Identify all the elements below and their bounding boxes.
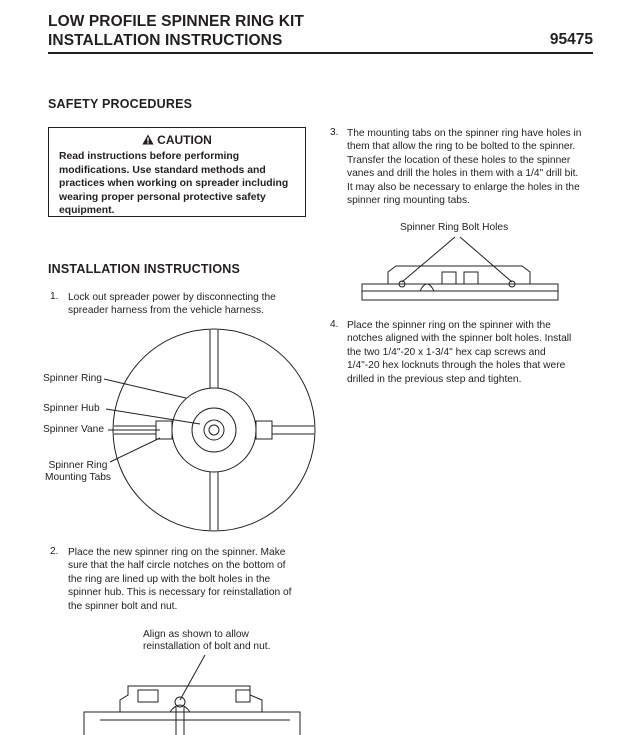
label-spinner-ring: Spinner Ring	[43, 373, 102, 384]
step-line: sure that the half circle notches on the bottom of	[68, 560, 286, 572]
caution-line: Read instructions before performing	[59, 151, 240, 162]
step-1-number: 1.	[50, 291, 59, 302]
bolt-holes-caption: Spinner Ring Bolt Holes	[400, 222, 509, 233]
step-line: Lock out spreader power by disconnecting the	[68, 292, 276, 303]
step-line: 1/4"-20 hex locknuts through the holes that were	[347, 360, 566, 372]
document-title-line-2: INSTALLATION INSTRUCTIONS	[48, 32, 283, 49]
installation-heading: INSTALLATION INSTRUCTIONS	[48, 262, 241, 276]
step-line: spinner hub. This is necessary for reinstallation of	[68, 587, 292, 599]
step-line: Transfer the location of these holes to the spinner	[347, 154, 571, 166]
caption-line: reinstallation of bolt and nut.	[143, 641, 271, 652]
step-3-number: 3.	[330, 127, 339, 138]
caution-title: CAUTION	[157, 133, 212, 147]
step-line: the two 1/4"-20 x 1-3/4" hex cap screws and	[347, 346, 546, 358]
safety-heading: SAFETY PROCEDURES	[48, 97, 193, 111]
label-spinner-hub: Spinner Hub	[43, 403, 100, 414]
label-line: Mounting Tabs	[44, 472, 112, 483]
step-line: Place the new spinner ring on the spinner. Make	[68, 547, 286, 558]
step-line: The mounting tabs on the spinner ring have holes in	[347, 128, 582, 139]
step-line: Place the spinner ring on the spinner with the	[347, 320, 551, 331]
step-2-number: 2.	[50, 546, 59, 557]
document-title-line-1: LOW PROFILE SPINNER RING KIT	[48, 13, 304, 30]
caution-line: wearing proper personal protective safety	[59, 191, 266, 203]
caution-line: equipment.	[59, 205, 115, 216]
step-line: spinner ring mounting tabs.	[347, 195, 470, 207]
step-line: notches aligned with the spinner bolt holes. Install	[347, 333, 572, 345]
label-spinner-vane: Spinner Vane	[43, 424, 104, 435]
document-number: 95475	[549, 31, 593, 48]
step-4-number: 4.	[330, 319, 339, 330]
step-line: the ring are lined up with the bolt holes in the	[68, 573, 271, 585]
step-line: drilled in the previous step and tighten.	[347, 373, 522, 385]
step-line: vanes and drill the holes in them with a 1/4" drill bit.	[347, 168, 579, 180]
caution-line: modifications. Use standard methods and	[59, 164, 266, 176]
step-4-text	[347, 319, 571, 386]
step-line: spreader harness from the vehicle harness.	[68, 305, 264, 317]
step-line: them that allow the ring to be bolted to the spinner.	[347, 141, 576, 153]
caption-line: Align as shown to allow	[143, 629, 249, 640]
step-line: It may also be necessary to enlarge the holes in the	[347, 181, 580, 193]
caution-line: practices when working on spreader including	[59, 178, 289, 189]
label-line: Spinner Ring	[48, 460, 108, 471]
step-line: the spinner bolt and nut.	[68, 600, 178, 612]
